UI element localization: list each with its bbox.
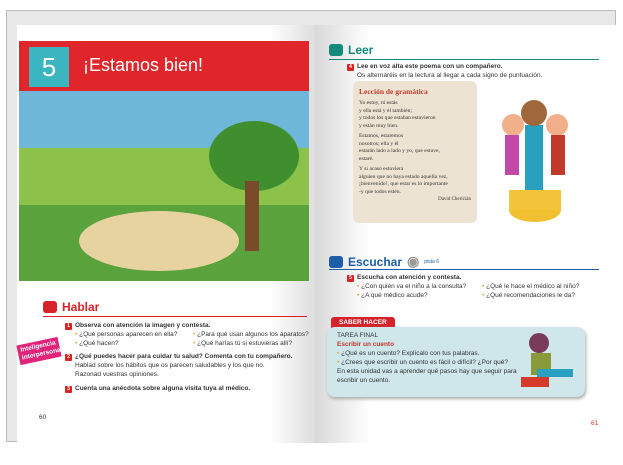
unit-number: 5 bbox=[29, 47, 69, 87]
children-illustration bbox=[495, 85, 575, 225]
bullet: ¿Con quién va el niño a la consulta? bbox=[361, 283, 467, 290]
poem-line: estaré. bbox=[359, 155, 374, 162]
page-number: 61 bbox=[591, 420, 599, 427]
saber-hacer-box bbox=[327, 317, 607, 407]
q4: Lee en voz alta este poema con un compañero. bbox=[357, 63, 503, 70]
book-icon bbox=[329, 44, 343, 56]
q4-text: Os alternaréis en la lectura al llegar a cada signo de puntuación. bbox=[357, 72, 543, 79]
poem-line: ¡bienvenido!, que estar es lo importante bbox=[359, 181, 448, 187]
escuchar-label: Escuchar bbox=[348, 254, 403, 269]
bullet: ¿Qué personas aparecen en ella? bbox=[79, 331, 178, 338]
q2-text: Razonad vuestras opiniones. bbox=[75, 371, 159, 378]
right-page bbox=[315, 25, 617, 443]
bullet: ¿Qué recomendaciones le da? bbox=[486, 292, 575, 299]
poem-line: y están muy bien. bbox=[359, 122, 399, 129]
track-label: pista 6 bbox=[424, 258, 439, 265]
q5-block: 5 Escucha con atención y contesta. • ¿Con quién va el niño a la consulta? • ¿Qué le hace el médico al niño? • ¿A qué médico acude? • ¿Qué recomendaciones le da? bbox=[347, 273, 607, 300]
q2: ¿Qué puedes hacer para cuidar tu salud? Comenta con tu compañero. bbox=[75, 353, 293, 360]
leer-heading bbox=[329, 43, 373, 57]
hablar-label: Hablar bbox=[62, 300, 100, 314]
poem-line: -y que todos estén. bbox=[359, 188, 401, 195]
poem-line: estarán lado a lado y yo, que estuve, bbox=[359, 148, 440, 154]
hablar-content: 1 Observa con atención la imagen y contesta. • ¿Qué personas aparecen en ella? • ¿Para qué usan algunos los aparatos? • ¿Qué hacen? • ¿Qué harías tú si estuvieras allí? 2 ¿Qué puedes hacer para cuidar tu salud? Comenta con tu compañero. Hablad sobre los hábitos que os parecen saludables y los que no. Razonad vuestras opiniones. 3 Cuenta una anécdota sobre alguna visita tuya al médico. bbox=[65, 321, 311, 393]
poem-line: Estamos, estaremos bbox=[359, 133, 404, 139]
bullet: ¿Qué es un cuento? Explícalo con tus palabras. bbox=[341, 350, 480, 357]
unit-banner bbox=[19, 41, 309, 91]
q2-text: Hablad sobre los hábitos que os parecen saludables y los que no. bbox=[75, 362, 265, 369]
unit-title: ¡Estamos bien! bbox=[83, 55, 204, 75]
leer-label: Leer bbox=[348, 43, 374, 57]
tarea-label: TAREA FINAL bbox=[337, 332, 379, 339]
page-number: 60 bbox=[39, 414, 47, 421]
divider bbox=[329, 59, 599, 60]
escuchar-heading bbox=[329, 253, 439, 270]
speech-bubble-icon bbox=[43, 301, 57, 313]
poem-line: nosotros; ella y él bbox=[359, 140, 399, 147]
poem-line: alguien que no haya estado aquella vez, bbox=[359, 173, 448, 180]
divider bbox=[43, 316, 307, 317]
saber-hacer-heading: SABER HACER bbox=[331, 317, 395, 328]
boy-reading-illustration bbox=[517, 329, 577, 393]
saber-hacer-body: TAREA FINAL Escribir un cuento • ¿Qué es un cuento? Explícalo con tus palabras. • ¿Crees que escribir un cuento es fácil o difícil? ¿Por qué? En esta unidad vas a aprender qué pasos hay que seguir para escribir un cuento. bbox=[327, 327, 585, 397]
q4-block: 4 Lee en voz alta este poema con un compañero. Os alternaréis en la lectura al llegar a cada signo de puntuación. bbox=[347, 62, 607, 80]
saber-text: En esta unidad vas a aprender qué pasos hay que seguir para escribir un cuento. bbox=[337, 368, 517, 384]
bullet: ¿Qué hacen? bbox=[79, 340, 119, 347]
poem-box bbox=[353, 81, 477, 223]
poem-line: Yo estoy, tú estás bbox=[359, 100, 398, 106]
saber-subheading: Escribir un cuento bbox=[337, 341, 395, 348]
intelligence-tag: Inteligencia interpersonal bbox=[16, 337, 61, 365]
left-page bbox=[17, 25, 315, 443]
poem-title: Lección de gramática bbox=[359, 87, 428, 96]
bullet: ¿Qué le hace el médico al niño? bbox=[486, 283, 580, 290]
poem-line: Y si acaso estuviera bbox=[359, 166, 404, 172]
hablar-heading bbox=[43, 300, 99, 314]
cd-icon: ◉ bbox=[407, 253, 420, 269]
book-photo-frame bbox=[6, 10, 616, 442]
number-badge: 1 bbox=[65, 323, 72, 330]
bullet: ¿Para qué usan algunos los aparatos? bbox=[197, 331, 309, 338]
q1: Observa con atención la imagen y contesta. bbox=[75, 322, 211, 329]
poem-author: David Chericián bbox=[438, 197, 471, 202]
park-illustration bbox=[19, 91, 309, 281]
poem-line: y ella está y él también; bbox=[359, 107, 412, 114]
bullet: ¿A qué médico acude? bbox=[361, 292, 428, 299]
bullet: ¿Qué harías tú si estuvieras allí? bbox=[197, 340, 293, 347]
q3: Cuenta una anécdota sobre alguna visita tuya al médico. bbox=[75, 385, 251, 392]
bullet: ¿Crees que escribir un cuento es fácil o difícil? ¿Por qué? bbox=[341, 359, 509, 366]
speaker-icon bbox=[329, 256, 343, 268]
q5: Escucha con atención y contesta. bbox=[357, 274, 462, 281]
path-shape bbox=[79, 211, 239, 271]
poem-line: y todos los que estaban estuvieron bbox=[359, 115, 436, 121]
tree-trunk bbox=[245, 181, 259, 251]
divider bbox=[329, 269, 599, 270]
